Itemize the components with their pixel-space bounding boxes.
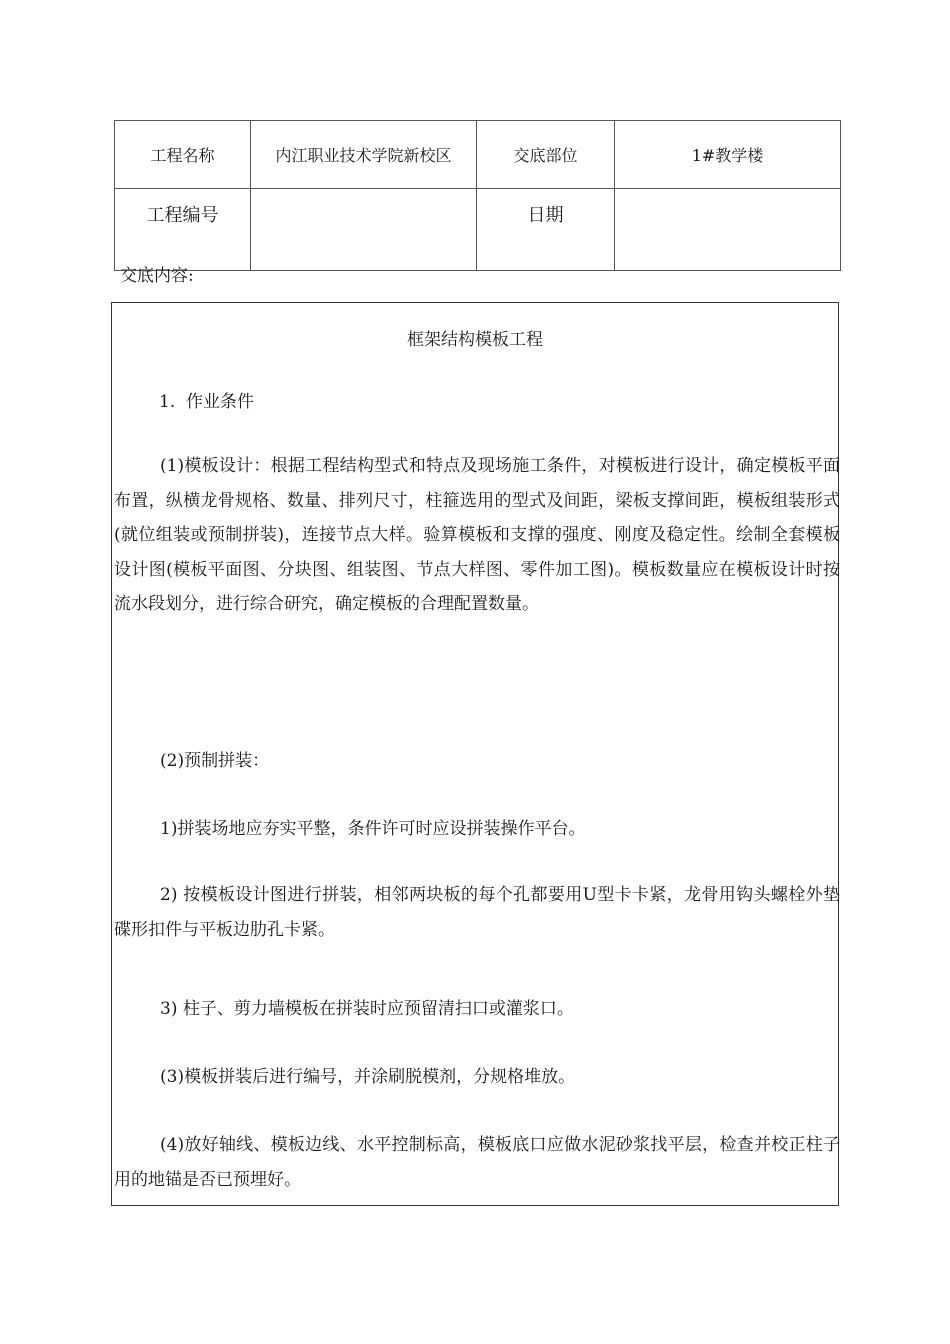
content-label: 交底内容:	[120, 266, 194, 286]
header-table	[114, 120, 841, 271]
date-value	[615, 189, 841, 271]
paragraph-assembly-site: 1)拼装场地应夯实平整，条件许可时应设拼装操作平台。	[160, 819, 586, 839]
paragraph-cleanout-opening: 3) 柱子、剪力墙模板在拼装时应预留清扫口或灌浆口。	[160, 999, 574, 1019]
paragraph-numbering: (3)模板拼装后进行编号，并涂刷脱模剂，分规格堆放。	[160, 1067, 576, 1087]
project-name-value: 内江职业技术学院新校区	[251, 121, 477, 189]
paragraph-prefab-assembly: (2)预制拼装：	[160, 751, 270, 771]
paragraph-template-design: (1)模板设计：根据工程结构型式和特点及现场施工条件，对模板进行设计，确定模板平面布置，纵横龙骨规格、数量、排列尺寸，柱箍选用的型式及间距，梁板支撑间距，模板组装形式(就位组装或预制拼装)，连接节点大样。验算模板和支撑的强度、刚度及稳定性。绘制全套模板设计图(模板平面图、分块图、组装图、节点大样图、零件加工图)。模板数量应在模板设计时按流水段划分，进行综合研究，确定模板的合理配置数量。	[114, 456, 840, 614]
location-label: 交底部位	[477, 121, 615, 189]
doc-title: 框架结构模板工程	[407, 330, 543, 350]
location-value: 1#教学楼	[615, 121, 841, 189]
project-name-label: 工程名称	[115, 121, 251, 189]
content-box	[111, 302, 839, 1206]
paragraph-axis-lines: (4)放好轴线、模板边线、水平控制标高，模板底口应做水泥砂浆找平层，检查并校正柱子用的地锚是否已预埋好。	[114, 1135, 840, 1190]
section-heading: 1. 作业条件	[159, 392, 255, 412]
header-row-1	[115, 121, 841, 189]
header-row-2	[115, 189, 841, 271]
date-label: 日期	[477, 189, 615, 271]
project-no-label: 工程编号	[115, 189, 251, 271]
paragraph-assembly-drawing: 2) 按模板设计图进行拼装，相邻两块板的每个孔都要用U型卡卡紧，龙骨用钩头螺栓外垫碟形扣件与平板边肋孔卡紧。	[114, 885, 840, 940]
project-no-value	[251, 189, 477, 271]
